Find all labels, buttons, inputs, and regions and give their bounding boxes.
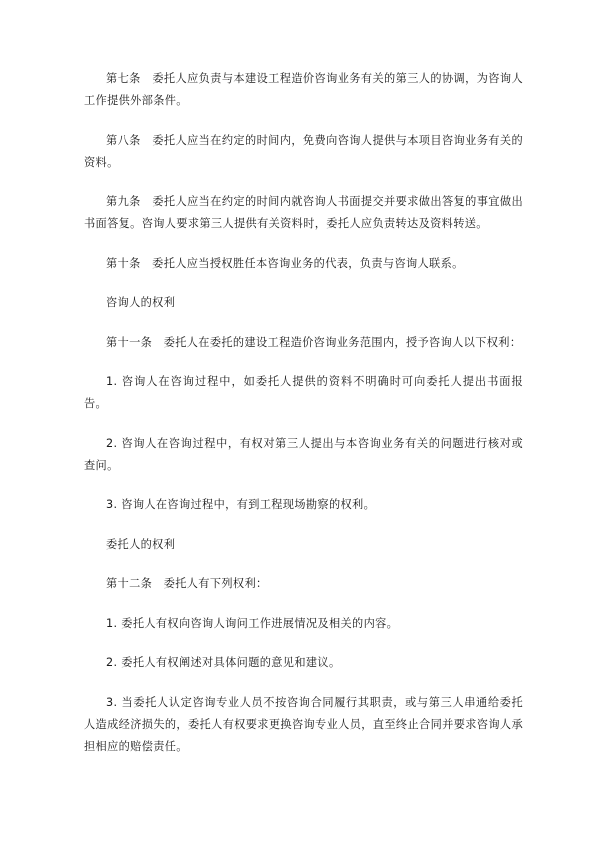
consultant-right-item-1: 1. 咨询人在咨询过程中，如委托人提供的资料不明确时可向委托人提出书面报告。 [84,375,523,410]
clause-8-paragraph: 第八条 委托人应当在约定的时间内，免费向咨询人提供与本项目咨询业务有关的资料。 [84,133,523,169]
clause-10-paragraph: 第十条 委托人应当授权胜任本咨询业务的代表，负责与咨询人联系。 [106,256,464,270]
client-rights-heading: 委托人的权利 [106,537,176,551]
client-right-item-3: 3. 当委托人认定咨询专业人员不按咨询合同履行其职责，或与第三人串通给委托人造成经济损失的，委托人有权要求更换咨询专业人员，直至终止合同并要求咨询人承担相应的赔偿责任。 [84,695,523,753]
clause-11-paragraph: 第十一条 委托人在委托的建设工程造价咨询业务范围内，授予咨询人以下权利： [106,335,522,349]
consultant-right-item-3: 3. 咨询人在咨询过程中，有到工程现场勘察的权利。 [106,498,376,511]
client-right-item-1: 1. 委托人有权向咨询人询问工作进展情况及相关的内容。 [106,616,399,630]
consultant-right-item-2: 2. 咨询人在咨询过程中，有权对第三人提出与本咨询业务有关的问题进行核对或查问。 [84,436,523,472]
clause-9-paragraph: 第九条 委托人应当在约定的时间内就咨询人书面提交并要求做出答复的事宜做出书面答复。咨询人要求第三人提供有关资料时，委托人应负责转达及资料转送。 [84,195,523,230]
consultant-rights-heading: 咨询人的权利 [106,296,176,309]
client-right-item-2: 2. 委托人有权阐述对具体问题的意见和建议。 [106,656,341,669]
clause-7-paragraph: 第七条 委托人应负责与本建设工程造价咨询业务有关的第三人的协调，为咨询人工作提供外部条件。 [84,72,523,107]
clause-12-paragraph: 第十二条 委托人有下列权利： [106,577,268,590]
